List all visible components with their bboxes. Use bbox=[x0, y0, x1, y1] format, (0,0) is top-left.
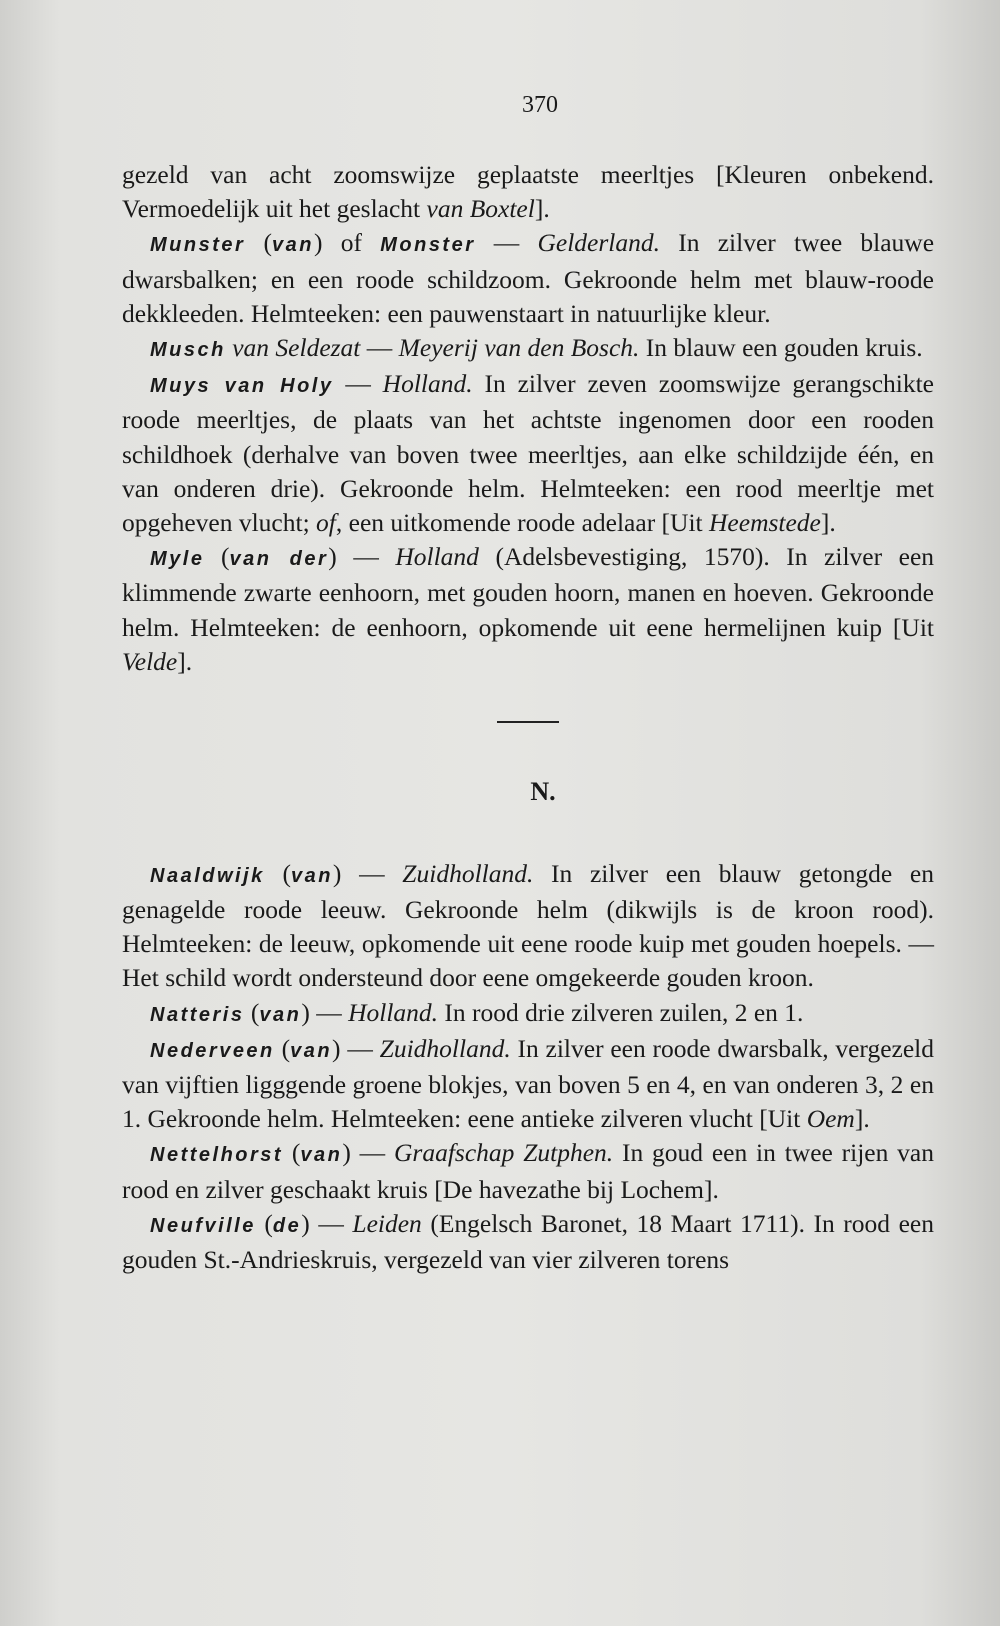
entry-body: In zilver een blauw getongde en genagelde roode leeuw. Gekroonde helm (dikwijls is de kroon rood). Helmteeken: de leeuw, opkomende uit eene roode kuip met gouden hoepels. — Het schild wordt ondersteund door eene omgekeerde gouden kroon. bbox=[122, 858, 934, 993]
entry-place: Holland. bbox=[348, 997, 439, 1027]
entry-dash: — bbox=[341, 858, 403, 888]
entry-name: Munster bbox=[150, 234, 246, 257]
page-number: 370 bbox=[522, 92, 558, 118]
entry-connector: of bbox=[322, 228, 381, 258]
entry-munster bbox=[122, 226, 934, 331]
entry-particle: van bbox=[290, 1039, 333, 1062]
entry-neufville bbox=[122, 1207, 934, 1277]
continuation-end: ]. bbox=[534, 194, 550, 224]
entry-source: Oem bbox=[806, 1104, 855, 1134]
entry-name: Natteris bbox=[150, 1003, 245, 1026]
entry-dash: — bbox=[336, 542, 396, 572]
entry-of: of bbox=[316, 508, 336, 538]
entry-musch bbox=[122, 331, 934, 367]
entry-body-3: ]. bbox=[177, 646, 193, 676]
entry-body: In zilver twee blauwe dwarsbalken; en een roode schildzoom. Gekroonde helm met blauw-roode dekkleeden. Helmteeken: een pauwenstaart in natuurlijke kleur. bbox=[122, 228, 935, 328]
entry-place: Holland. bbox=[382, 369, 473, 399]
paren-open: ( bbox=[264, 1208, 273, 1238]
section-divider bbox=[497, 721, 559, 723]
entry-particle: de bbox=[272, 1214, 302, 1237]
entry-name: Musch bbox=[150, 339, 226, 362]
paren-open: ( bbox=[250, 997, 260, 1027]
entry-body-3: ]. bbox=[820, 508, 836, 538]
continuation-paragraph bbox=[122, 158, 934, 226]
entry-nettelhorst bbox=[122, 1136, 934, 1206]
entry-place: Leiden bbox=[352, 1208, 422, 1238]
entry-body: In zilver een roode dwarsbalk, vergezeld van vijftien ligggende groene blokjes, van boven 5 en 4, en van onderen 3, 2 en 1. Gekroonde helm. Helmteeken: eene antieke zilveren vlucht [Uit bbox=[122, 1033, 935, 1134]
paren-close: ) bbox=[301, 997, 310, 1027]
section-heading: N. bbox=[530, 776, 556, 806]
entry-dash: — bbox=[309, 997, 349, 1027]
entry-dash: — bbox=[333, 369, 383, 399]
entry-body: (Adelsbevestiging, 1570). In zilver een klimmende zwarte eenhoorn, met gouden hoorn, manen en hoeven. Gekroonde helm. Helmteeken: de eenhoorn, opkomende uit eene hermelijnen kuip [Uit bbox=[122, 542, 935, 642]
paren-open: ( bbox=[263, 228, 273, 258]
entry-particle: van der bbox=[229, 548, 329, 571]
entry-particle: van bbox=[259, 1003, 302, 1026]
paren-close: ) bbox=[301, 1208, 310, 1238]
entry-dash: — bbox=[360, 333, 399, 363]
entry-name: Muys van Holy bbox=[150, 375, 334, 398]
entry-body-3: ]. bbox=[854, 1104, 870, 1134]
entry-particle: van bbox=[272, 234, 314, 257]
entry-myle bbox=[122, 540, 934, 679]
entry-name: Myle bbox=[150, 548, 205, 571]
entry-place: Zuidholland. bbox=[379, 1033, 511, 1063]
text-body bbox=[122, 158, 934, 1277]
entry-source: Velde bbox=[122, 646, 178, 676]
continuation-text: gezeld van acht zoomswijze geplaatste meerltjes [Kleuren onbekend. Vermoedelijk uit het geslacht bbox=[122, 160, 934, 224]
entry-alt-name: Monster bbox=[380, 234, 476, 257]
paren-close: ) bbox=[332, 858, 342, 888]
paren-close: ) bbox=[314, 228, 323, 258]
entry-body: In goud een in twee rijen van rood en zilver geschaakt kruis [De havezathe bij Lochem]. bbox=[122, 1138, 934, 1204]
entry-body: In rood drie zilveren zuilen, 2 en 1. bbox=[438, 997, 804, 1027]
entry-naaldwijk bbox=[122, 857, 934, 996]
entry-place: Zuidholland. bbox=[402, 858, 534, 888]
entry-place: Graafschap Zutphen. bbox=[393, 1138, 614, 1168]
entry-body-2: , een uitkomende roode adelaar [Uit bbox=[335, 508, 710, 538]
paren-open: ( bbox=[281, 1033, 291, 1063]
entry-nederveen bbox=[122, 1032, 934, 1137]
paren-close: ) bbox=[332, 1033, 341, 1063]
paren-open: ( bbox=[291, 1138, 301, 1168]
paren-open: ( bbox=[221, 542, 230, 572]
paren-close: ) bbox=[328, 542, 337, 572]
entry-particle: van bbox=[290, 864, 333, 887]
entry-name: Neufville bbox=[150, 1214, 256, 1237]
entry-muys-van-holy bbox=[122, 367, 934, 540]
entry-dash: — bbox=[340, 1033, 380, 1063]
entry-body: (Engelsch Baronet, 18 Maart 1711). In rood een gouden St.-Andrieskruis, vergezeld van vier zilveren torens bbox=[122, 1208, 934, 1274]
entry-body: In blauw een gouden kruis. bbox=[639, 333, 923, 363]
entry-dash: — bbox=[475, 228, 538, 258]
entry-name: Naaldwijk bbox=[150, 864, 265, 887]
paren-close: ) bbox=[342, 1138, 351, 1168]
paren-open: ( bbox=[282, 858, 291, 888]
entry-place: Holland bbox=[395, 542, 479, 572]
entry-source: Heemstede bbox=[709, 508, 821, 538]
entry-place: Gelderland. bbox=[537, 228, 661, 258]
entry-natteris bbox=[122, 996, 934, 1032]
entry-name-suffix: van Seldezat bbox=[225, 333, 361, 363]
continuation-italic: van Boxtel bbox=[426, 194, 535, 224]
entry-dash: — bbox=[350, 1138, 394, 1168]
entry-place: Meyerij van den Bosch. bbox=[398, 333, 640, 363]
entry-particle: van bbox=[300, 1144, 343, 1167]
entry-body: In zilver zeven zoomswijze gerangschikte roode meerltjes, de plaats van het achtste ingenomen door een rooden schildhoek (derhalve van boven twee meerltjes, aan elke schildzijde één, en van onderen drie). Gekroonde helm. Helmteeken: een rood meerltje met opgeheven vlucht; bbox=[122, 369, 934, 538]
entry-name: Nederveen bbox=[150, 1039, 275, 1062]
entry-dash: — bbox=[309, 1208, 353, 1238]
entry-name: Nettelhorst bbox=[150, 1144, 284, 1167]
